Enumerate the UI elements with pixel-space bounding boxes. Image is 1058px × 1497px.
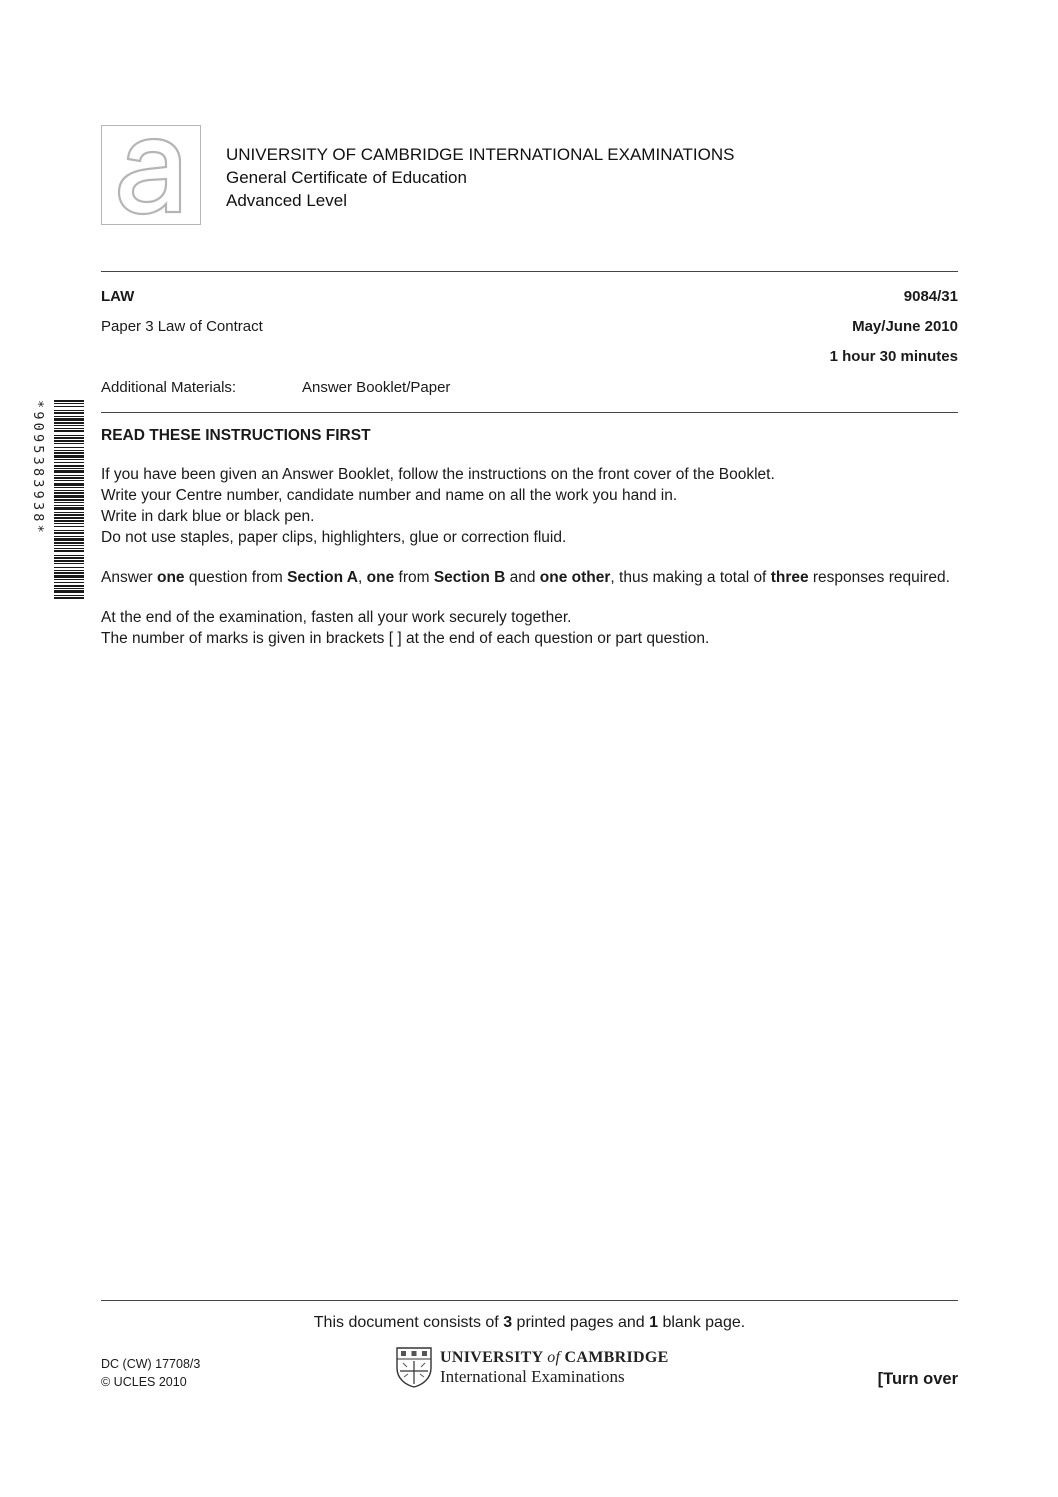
barcode-bar bbox=[54, 465, 84, 467]
barcode-bar bbox=[54, 400, 84, 402]
barcode-bar bbox=[54, 487, 84, 488]
barcode-bar bbox=[54, 585, 84, 587]
instruction-line: Write in dark blue or black pen. bbox=[101, 508, 315, 525]
materials-value: Answer Booklet/Paper bbox=[302, 379, 451, 396]
barcode-bar bbox=[54, 532, 84, 534]
paper-code: 9084/31 bbox=[903, 288, 958, 305]
barcode-bar bbox=[54, 499, 84, 501]
barcode-bar bbox=[54, 477, 84, 479]
turn-over-label: [Turn over bbox=[877, 1370, 958, 1388]
barcode-bar bbox=[54, 462, 84, 463]
barcode-bar bbox=[54, 502, 84, 503]
second-divider bbox=[101, 412, 958, 413]
document-code: DC (CW) 17708/3 bbox=[101, 1357, 201, 1371]
barcode-bar bbox=[54, 555, 84, 556]
end-instruction-line: The number of marks is given in brackets [ ] at the end of each question or part question. bbox=[101, 630, 710, 647]
header-block bbox=[226, 143, 735, 212]
instruction-line: Do not use staples, paper clips, highlighters, glue or correction fluid. bbox=[101, 529, 567, 546]
barcode-bar bbox=[54, 450, 84, 451]
barcode-bar bbox=[54, 492, 84, 494]
barcode-bar bbox=[54, 590, 84, 593]
barcode-bar bbox=[54, 406, 84, 407]
barcode-bar bbox=[54, 548, 84, 549]
barcode-bar bbox=[54, 422, 84, 424]
barcode-bar bbox=[54, 572, 84, 574]
barcode-bar bbox=[54, 550, 84, 552]
barcode-bar bbox=[54, 455, 84, 458]
barcode-bar bbox=[54, 545, 84, 546]
barcode-bar bbox=[54, 412, 84, 414]
footer-divider bbox=[101, 1300, 958, 1301]
document-code-block bbox=[101, 1355, 200, 1391]
barcode-bar bbox=[54, 443, 84, 444]
cambridge-crest-icon bbox=[395, 1346, 433, 1388]
copyright: © UCLES 2010 bbox=[101, 1375, 187, 1389]
barcode-bar bbox=[54, 595, 84, 596]
barcode-bar bbox=[54, 597, 84, 599]
barcode-bar bbox=[54, 536, 84, 537]
barcode-bar bbox=[54, 416, 84, 417]
materials-label: Additional Materials: bbox=[101, 379, 237, 396]
barcode-bar bbox=[54, 452, 84, 454]
letter-a-icon bbox=[102, 126, 199, 223]
barcode-bar bbox=[54, 495, 84, 498]
barcode-bar bbox=[54, 526, 84, 527]
barcode-bar bbox=[54, 468, 84, 469]
top-divider bbox=[101, 271, 958, 272]
end-instruction-line: At the end of the examination, fasten all your work securely together. bbox=[101, 609, 572, 626]
barcode-bar bbox=[54, 542, 84, 544]
barcode-bar bbox=[54, 517, 84, 519]
barcode-bar bbox=[54, 480, 84, 481]
barcode-bar bbox=[54, 512, 84, 513]
barcode-bar bbox=[54, 557, 84, 559]
barcode-bar bbox=[54, 520, 84, 522]
barcode-bar bbox=[54, 447, 84, 448]
barcode-bar bbox=[54, 563, 84, 564]
barcode-bar bbox=[54, 575, 84, 578]
level-name: Advanced Level bbox=[226, 191, 347, 210]
barcode-bar bbox=[54, 440, 84, 442]
instructions-heading: READ THESE INSTRUCTIONS FIRST bbox=[101, 427, 371, 444]
paper-title: Paper 3 Law of Contract bbox=[101, 318, 263, 335]
barcode-bar bbox=[54, 538, 84, 541]
barcode-bar bbox=[54, 435, 84, 436]
barcode-bar bbox=[54, 588, 84, 589]
barcode-bar bbox=[54, 530, 84, 531]
exam-session: May/June 2010 bbox=[852, 318, 958, 335]
barcode-bar bbox=[54, 430, 84, 432]
exam-duration: 1 hour 30 minutes bbox=[829, 348, 958, 365]
instruction-line: If you have been given an Answer Booklet, follow the instructions on the front cover of the Booklet. bbox=[101, 466, 775, 483]
barcode-bar bbox=[54, 418, 84, 421]
page-count-note: This document consists of 3 printed pages and 1 blank page. bbox=[313, 1314, 746, 1331]
cie-a-logo bbox=[101, 125, 201, 225]
barcode-bar bbox=[54, 425, 84, 426]
barcode-bar bbox=[54, 470, 84, 473]
instructions-block bbox=[101, 464, 958, 649]
barcode-bar bbox=[54, 437, 84, 439]
barcode-bar bbox=[54, 514, 84, 516]
barcode-bar bbox=[54, 570, 84, 571]
barcode bbox=[30, 398, 86, 602]
barcode-bar bbox=[54, 505, 84, 506]
barcode-bar bbox=[54, 579, 84, 580]
barcode-bar bbox=[54, 403, 84, 404]
barcode-bar bbox=[54, 490, 84, 491]
barcode-bar bbox=[54, 459, 84, 460]
answer-instruction: Answer one question from Section A, one from Section B and one other, thus making a total of three responses required. bbox=[101, 569, 950, 586]
barcode-bar bbox=[54, 582, 84, 583]
certificate-name: General Certificate of Education bbox=[226, 168, 467, 187]
barcode-bar bbox=[54, 483, 84, 486]
barcode-bar bbox=[54, 507, 84, 510]
cambridge-logo-text: UNIVERSITY of CAMBRIDGE International Examinations bbox=[440, 1349, 669, 1386]
barcode-bar bbox=[54, 475, 84, 476]
barcode-bar bbox=[54, 523, 84, 524]
instruction-line: Write your Centre number, candidate number and name on all the work you hand in. bbox=[101, 487, 678, 504]
university-name: UNIVERSITY OF CAMBRIDGE INTERNATIONAL EXAMINATIONS bbox=[226, 145, 735, 164]
barcode-text: *9095383938* bbox=[30, 400, 46, 536]
barcode-bar bbox=[54, 410, 84, 411]
barcode-bar bbox=[54, 428, 84, 429]
subject: LAW bbox=[101, 288, 135, 305]
barcode-bar bbox=[54, 567, 84, 568]
barcode-bar bbox=[54, 560, 84, 562]
